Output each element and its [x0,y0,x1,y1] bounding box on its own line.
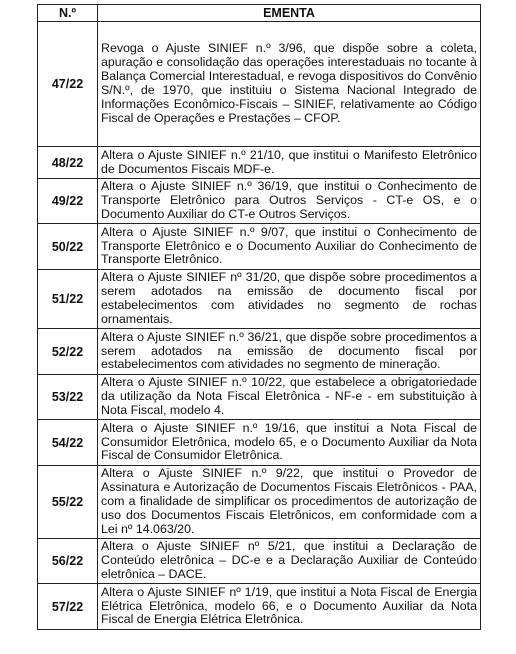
ementa-table [37,4,481,630]
table-row [38,179,481,224]
table-row [38,375,481,420]
table-row [38,329,481,375]
row-summary: Altera o Ajuste SINIEF nº 5/21, que institui a Declaração de Conteúdo eletrônica – DC-e e a Declaração Auxiliar de Conteúdo eletrônica – DACE. [98,539,481,584]
row-number: 54/22 [38,420,98,466]
row-summary: Altera o Ajuste SINIEF n.º 19/16, que institui a Nota Fiscal de Consumidor Eletrônica, modelo 65, e o Documento Auxiliar da Nota Fiscal de Consumidor Eletrônica. [98,420,481,466]
row-summary: Altera o Ajuste SINIEF n.º 9/07, que institui o Conhecimento de Transporte Eletrônico e o Documento Auxiliar do Conhecimento de Transporte Eletrônico. [98,224,481,270]
row-number: 51/22 [38,270,98,329]
row-number: 48/22 [38,147,98,179]
header-row [38,5,481,22]
row-number: 49/22 [38,179,98,224]
table-body [38,22,481,630]
row-summary: Altera o Ajuste SINIEF nº 1/19, que institui a Nota Fiscal de Energia Elétrica Eletrônica, modelo 66, e o Documento Auxiliar da Nota Fiscal de Energia Elétrica Eletrônica. [98,584,481,630]
row-summary: Altera o Ajuste SINIEF nº 31/20, que dispõe sobre procedimentos a serem adotados na emissão de documento fiscal por estabelecimentos com atividades no segmento de rochas ornamentais. [98,270,481,329]
table-row [38,584,481,630]
table-header [38,5,481,22]
row-number: 47/22 [38,22,98,147]
table-row [38,224,481,270]
table-row [38,539,481,584]
table-row [38,466,481,539]
row-summary: Revoga o Ajuste SINIEF n.º 3/96, que dispõe sobre a coleta, apuração e consolidação das operações interestaduais no tocante à Balança Comercial Interestadual, e revoga dispositivos do Convênio S/N.º, de 1970, que instituiu o Sistema Nacional Integrado de Informações Econômico-Fiscais – SINIEF, relativamente ao Código Fiscal de Operações e Prestações – CFOP. [98,22,481,147]
row-number: 52/22 [38,329,98,375]
row-summary: Altera o Ajuste SINIEF n.º 9/22, que institui o Provedor de Assinatura e Autorização de Documentos Fiscais Eletrônicos - PAA, com a finalidade de simplificar os procedimentos de autorização de uso dos Documentos Fiscais Eletrônicos, em conformidade com a Lei nº 14.063/20. [98,466,481,539]
table-row [38,420,481,466]
column-header-number: N.º [38,5,98,22]
column-header-summary: EMENTA [98,5,481,22]
row-number: 53/22 [38,375,98,420]
table-row [38,270,481,329]
row-summary: Altera o Ajuste SINIEF n.º 10/22, que estabelece a obrigatoriedade da utilização da Nota Fiscal Eletrônica - NF-e - em substituição à Nota Fiscal, modelo 4. [98,375,481,420]
row-number: 57/22 [38,584,98,630]
row-number: 55/22 [38,466,98,539]
row-summary: Altera o Ajuste SINIEF n.º 21/10, que institui o Manifesto Eletrônico de Documentos Fiscais MDF-e. [98,147,481,179]
row-number: 50/22 [38,224,98,270]
row-number: 56/22 [38,539,98,584]
table-row [38,147,481,179]
row-summary: Altera o Ajuste SINIEF n.º 36/19, que institui o Conhecimento de Transporte Eletrônico para Outros Serviços - CT-e OS, e o Documento Auxiliar do CT-e Outros Serviços. [98,179,481,224]
row-summary: Altera o Ajuste SINIEF n.º 36/21, que dispõe sobre procedimentos a serem adotados na emissão de documento fiscal por estabelecimentos com atividades no segmento de mineração. [98,329,481,375]
table-row [38,22,481,147]
